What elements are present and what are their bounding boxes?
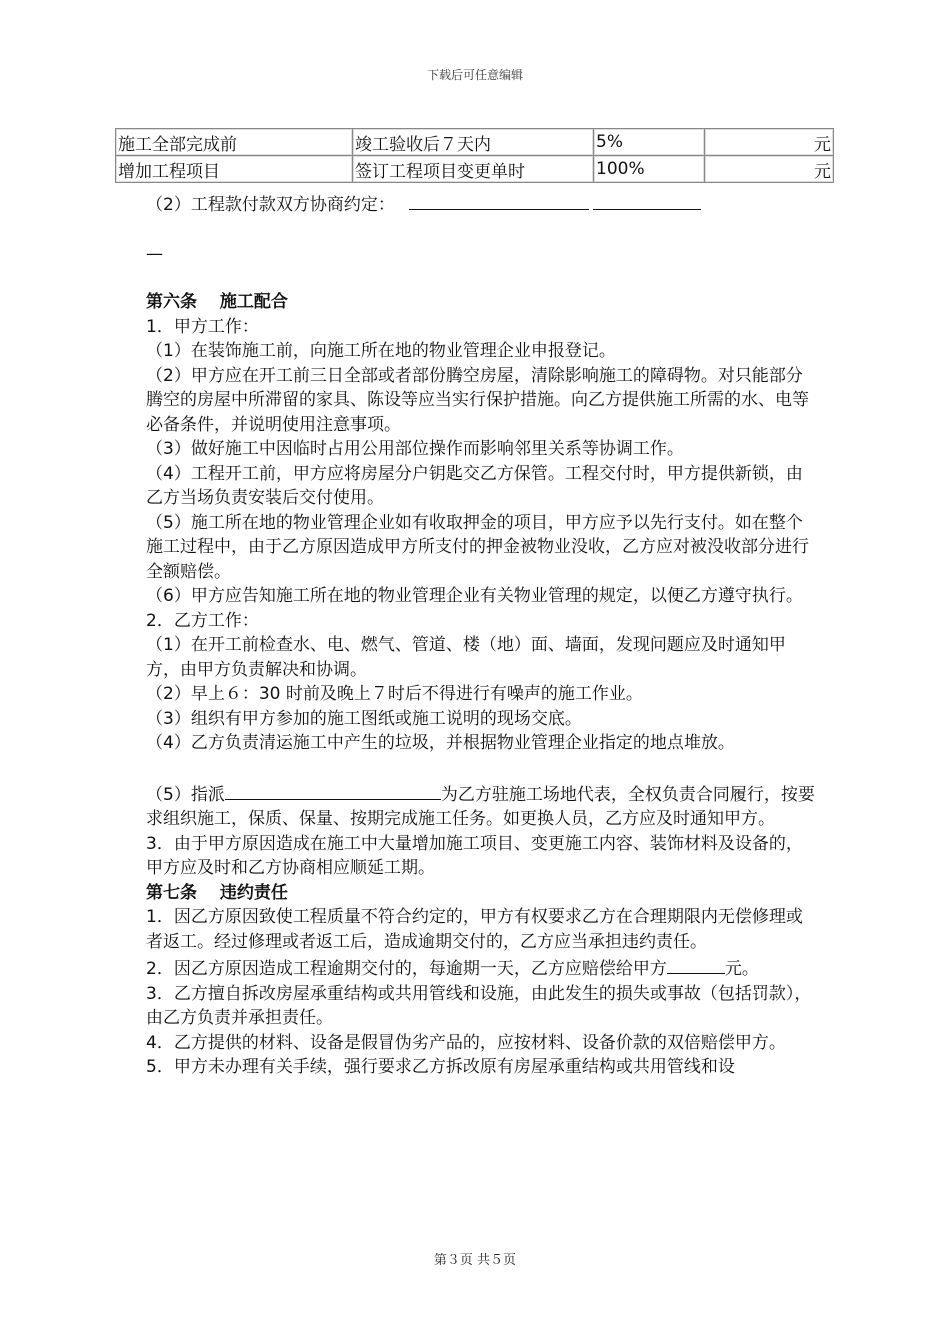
clause: 5．甲方未办理有关手续，强行要求乙方拆改原有房屋承重结构或共用管线和设 xyxy=(146,1057,735,1077)
table-cell-percent: 5% xyxy=(594,129,705,156)
clause: （2）甲方应在开工前三日全部或者部份腾空房屋，清除影响施工的障碍物。对只能部分腾空的房屋中所滞留的家具、陈设等应当实行保护措施。向乙方提供施工所需的水、电等必备条件，并说明使用注意事项。 xyxy=(146,365,809,435)
clause: （3）组织有甲方参加的施工图纸或施工说明的现场交底。 xyxy=(146,708,582,729)
table-cell-time: 签订工程项目变更单时 xyxy=(353,156,594,183)
penalty-amount-blank xyxy=(667,954,725,974)
clause: （2）早上６：30 时前及晚上７时后不得进行有噪声的施工作业。 xyxy=(146,684,643,704)
page-footer: 第３页 共５页 xyxy=(433,1253,517,1268)
table-cell-percent: 100% xyxy=(594,156,705,183)
table-cell-time: 竣工验收后７天内 xyxy=(353,129,594,156)
clause-text: 2．因乙方原因造成工程逾期交付的，每逾期一天，乙方应赔偿给甲方 xyxy=(146,959,667,979)
clause: 2．乙方工作： xyxy=(146,610,259,631)
clause: 4．乙方提供的材料、设备是假冒伪劣产品的，应按材料、设备价款的双倍赔偿甲方。 xyxy=(146,1032,786,1053)
dash-line: — xyxy=(146,243,163,264)
clause: （4）工程开工前，甲方应将房屋分户钥匙交乙方保管。工程交付时，甲方提供新锁，由乙方当场负责安装后交付使用。 xyxy=(146,463,803,508)
clause: （1）在开工前检查水、电、燃气、管道、楼（地）面、墙面，发现问题应及时通知甲方，由甲方负责解决和协调。 xyxy=(146,635,786,680)
table-cell-stage: 施工全部完成前 xyxy=(116,129,353,156)
article-7-heading: 第七条 违约责任 xyxy=(146,882,288,903)
payment-agreement-label: （2）工程款付款双方协商约定： xyxy=(146,195,395,215)
payment-table xyxy=(115,128,834,183)
payment-agreement-line xyxy=(146,190,816,218)
clause: （6）甲方应告知施工所在地的物业管理企业有关物业管理的规定，以便乙方遵守执行。 xyxy=(146,586,803,606)
table-cell-amount: 元 xyxy=(705,129,834,156)
clause: 1．甲方工作： xyxy=(146,316,259,337)
clause-text: （5）指派 xyxy=(146,784,225,805)
contract-body xyxy=(146,190,816,1080)
clause-text: 为乙方驻施工场地代表，全权负责合同履行，按要求组织施工，保质、保量、按期完成施工任务。如更换人员，乙方应及时通知甲方。 xyxy=(146,784,815,829)
table-row xyxy=(116,156,834,183)
blank-field xyxy=(409,190,589,210)
table-cell-stage: 增加工程项目 xyxy=(116,156,353,183)
clause: （3）做好施工中因临时占用公用部位操作而影响邻里关系等协调工作。 xyxy=(146,439,684,459)
clause: （4）乙方负责清运施工中产生的垃圾，并根据物业管理企业指定的地点堆放。 xyxy=(146,733,735,753)
article-6-heading: 第六条 施工配合 xyxy=(146,292,288,312)
representative-blank xyxy=(225,780,441,800)
clause: 3．由于甲方原因造成在施工中大量增加施工项目、变更施工内容、装饰材料及设备的，甲方应及时和乙方协商相应顺延工期。 xyxy=(146,833,803,878)
blank-field xyxy=(593,190,701,210)
clause: （1）在装饰施工前，向施工所在地的物业管理企业申报登记。 xyxy=(146,341,616,361)
table-cell-amount: 元 xyxy=(705,156,834,183)
page-header: 下载后可任意编辑 xyxy=(426,68,523,82)
clause: 1．因乙方原因致使工程质量不符合约定的，甲方有权要求乙方在合理期限内无偿修理或者返工。经过修理或者返工后，造成逾期交付的，乙方应当承担违约责任。 xyxy=(146,907,803,952)
clause-text: 元。 xyxy=(724,959,759,979)
clause: （5）施工所在地的物业管理企业如有收取押金的项目，甲方应予以先行支付。如在整个施工过程中，由于乙方原因造成甲方所支付的押金被物业没收，乙方应对被没收部分进行全额赔偿。 xyxy=(146,512,809,582)
table-row xyxy=(116,129,834,156)
clause: 3．乙方擅自拆改房屋承重结构或共用管线和设施，由此发生的损失或事故（包括罚款），由乙方负责并承担责任。 xyxy=(146,983,812,1028)
clause xyxy=(146,780,816,832)
clause xyxy=(146,954,816,982)
